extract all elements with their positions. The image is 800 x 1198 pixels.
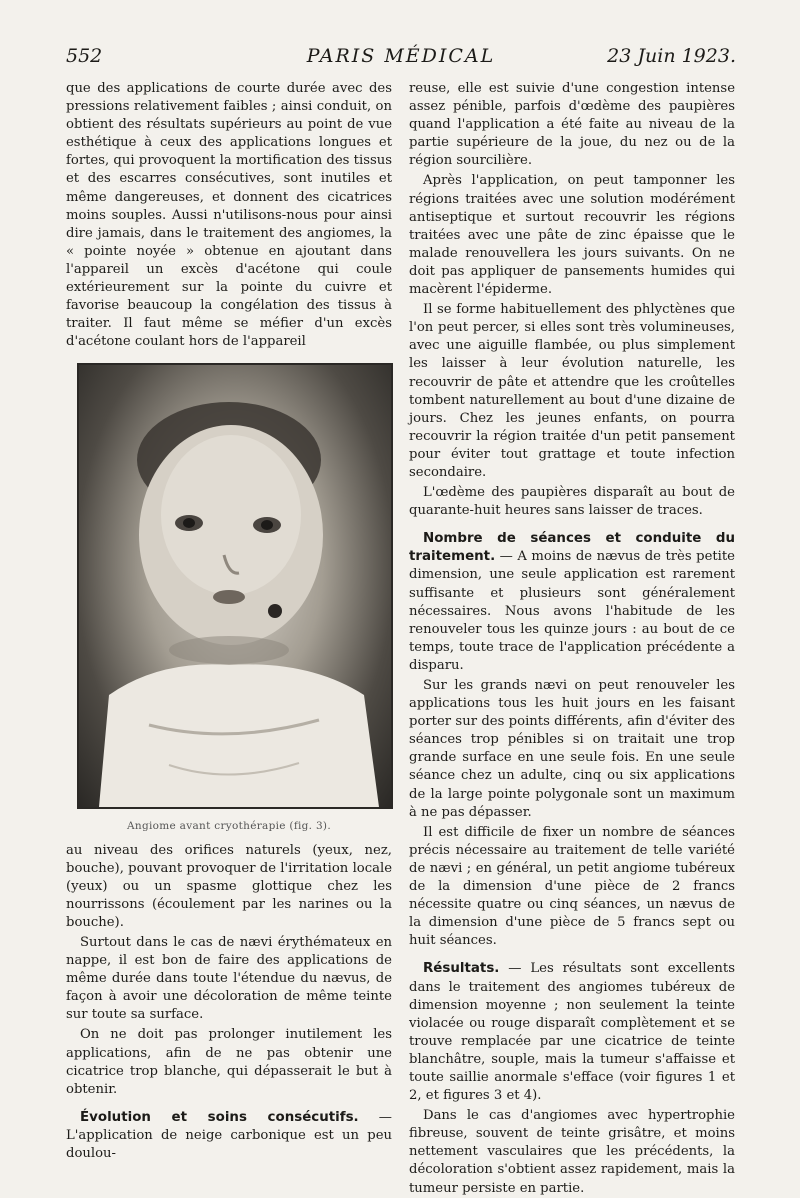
paragraph-text: — Les résultats sont excellents dans le traitement des angiomes tubéreux de dimension moyenne ; non seulement la teinte violacée ou rouge disparaît complètement et se trouve remplacée par une cicatrice de teinte blanchâtre, souple, mais la tumeur s'affaisse et toute saillie anormale s'efface (voir figures 1 et 2, et figures 3 et 4). (409, 961, 735, 1104)
paragraph: au niveau des orifices naturels (yeux, nez, bouche), pouvant provoquer de l'irritation locale (yeux) ou un spasme glottique chez les nourrissons (écoulement par les narines ou la bouche). (66, 842, 392, 930)
paragraph: reuse, elle est suivie d'une congestion intense assez pénible, parfois d'œdème des paupières quand l'application a été faite au niveau de la partie supérieure de la joue, du nez ou de la région sourcilière. (409, 81, 735, 169)
paragraph: On ne doit pas prolonger inutilement les applications, afin de ne pas obtenir une cicatrice trop blanche, qui dépasserait le but à obtenir. (66, 1027, 392, 1097)
section-heading: Évolution et soins consécutifs. (80, 1109, 359, 1125)
paragraph: Il est difficile de fixer un nombre de séances précis nécessaire au traitement de telle variété de nævi ; en général, un petit angiome tubéreux de la dimension d'une pièce de 2 francs nécessite quatre ou cinq séances, un nævus de la dimension d'une pièce de 5 francs sept ou huit séances. (409, 824, 735, 949)
issue-date: 23 Juin 1923. (607, 45, 736, 67)
left-column (66, 80, 392, 1163)
paragraph-text: — A moins de nævus de très petite dimension, une seule application est rarement suffisante et plusieurs sont généralement nécessaires. Nous avons l'habitude de les renouveler tous les quinze jours : au bout de ce temps, toute trace de l'application précédente a disparu. (409, 549, 735, 673)
paragraph: Sur les grands nævi on peut renouveler les applications tous les huit jours en les faisant porter sur des points différents, afin d'éviter des séances trop pénibles si on traitait une trop grande surface en une seule fois. En une seule séance chez un adulte, cinq ou six applications de la large pointe polygonale sont un maximum à ne pas dépasser. (409, 678, 735, 820)
paragraph: L'œdème des paupières disparaît au bout de quarante-huit heures sans laisser de traces. (409, 485, 735, 519)
section-heading: Résultats. (423, 961, 500, 977)
section-paragraph (66, 1109, 392, 1163)
section-paragraph (409, 530, 735, 675)
journal-title: PARIS MÉDICAL (306, 45, 496, 67)
right-column (409, 80, 735, 1198)
paragraph-text: — L'application de neige carbonique est un peu doulou- (66, 1109, 392, 1161)
section-heading: Nombre de séances et conduite du traitement. (409, 531, 735, 565)
figure-caption: Angiome avant cryothérapie (fig. 3). (127, 820, 331, 833)
paragraph: que des applications de courte durée avec des pressions relativement faibles ; ainsi conduit, on obtient des résultats supérieurs au point de vue esthétique à ceux des applications longues et fortes, qui provoquent la mortification des tissus et des escarres consécutives, sont inutiles et même dangereuses, et donnent des cicatrices moins souples. Aussi n'utilisons-nous pour ainsi dire jamais, dans le traitement des angiomes, la « pointe noyée » obtenue en ajoutant dans l'appareil un excès d'acétone qui coule extérieurement sur la pointe du cuivre et favorise beaucoup la congélation des tissus à traiter. Il faut même se méfier d'un excès d'acétone coulant hors de l'appareil (66, 81, 392, 350)
patient-photograph (77, 363, 393, 809)
page-number: 552 (66, 45, 103, 67)
running-header (66, 45, 736, 73)
paragraph: Surtout dans le cas de nævi érythémateux en nappe, il est bon de faire des applications de même durée dans toute l'étendue du nævus, de façon à avoir une décoloration de même teinte sur toute sa surface. (66, 934, 392, 1023)
paragraph: Dans le cas d'angiomes avec hypertrophie fibreuse, souvent de teinte grisâtre, et moins nettement vasculaires que les précédents, la décoloration s'obtient assez rapidement, mais la tumeur persiste en partie. (409, 1108, 735, 1196)
paragraph: Il se forme habituellement des phlyctènes que l'on peut percer, si elles sont très volumineuses, avec une aiguille flambée, ou plus simplement les laisser à leur évolution naturelle, les recouvrir de pâte et attendre que les croûtelles tombent naturellement au bout d'une dizaine de jours. Chez les jeunes enfants, on pourra recouvrir la région traitée d'un petit pansement pour éviter tout grattage et toute infection secondaire. (409, 302, 735, 480)
infant-portrait-illustration (79, 365, 391, 807)
section-paragraph (409, 960, 735, 1105)
paragraph: Après l'application, on peut tamponner les régions traitées avec une solution modérément antiseptique et surtout recouvrir les régions traitées avec une pâte de zinc épaisse que le malade renouvellera les jours suivants. On ne doit pas appliquer de pansements humides qui macèrent l'épiderme. (409, 173, 735, 298)
